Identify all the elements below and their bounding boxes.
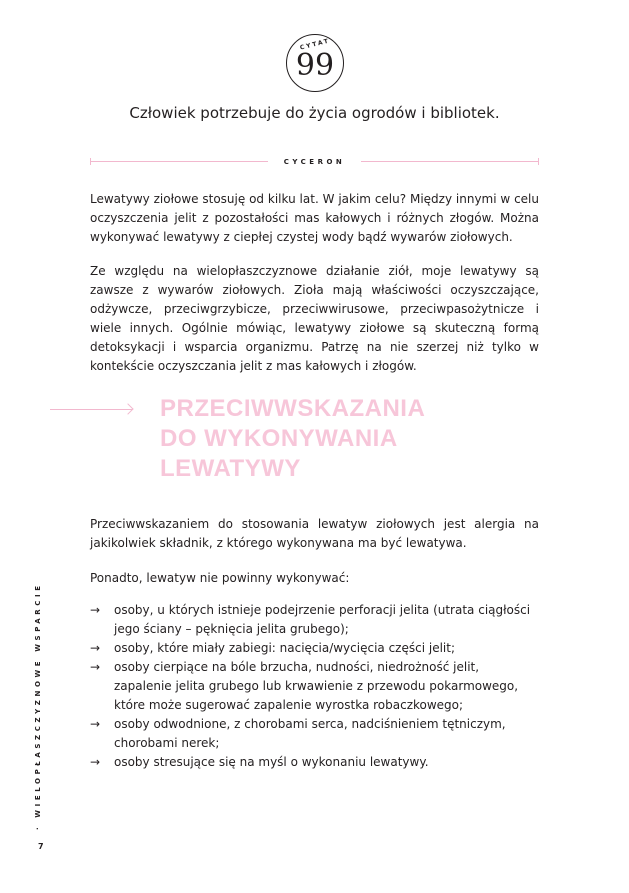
list-item [90, 658, 539, 715]
rule-line-right [361, 161, 539, 162]
rule-tick-right [538, 158, 539, 165]
arrow-bullet-icon: → [90, 717, 101, 731]
section-heading-line: LEWATYWY [160, 455, 301, 482]
heading-arrow-line [50, 409, 132, 410]
list-item-text: osoby stresujące się na myśl o wykonaniu lewatywy. [114, 755, 429, 769]
arrow-bullet-icon: → [90, 641, 101, 655]
quote-author: CYCERON [283, 158, 346, 166]
list-item-text: osoby, u których istnieje podejrzenie perforacji jelita (utrata ciągłości jego ściany – pęknięcia jelita grubego); [114, 603, 531, 636]
contraindication-list [90, 601, 539, 772]
quote-badge-label: CYTAT [299, 37, 331, 52]
paragraph-list-intro: Ponadto, lewatyw nie powinny wykonywać: [90, 571, 350, 585]
page-number: 7 [38, 842, 44, 851]
list-item [90, 639, 539, 658]
arrow-bullet-icon: → [90, 603, 101, 617]
section-heading [160, 394, 520, 484]
paragraph-contraindication: Przeciwwskazaniem do stosowania lewatyw ziołowych jest alergia na jakikolwiek składnik, z którego wykonywana ma być lewatywa. [90, 517, 539, 550]
list-item [90, 601, 539, 639]
quote-mark-icon: 99 [295, 48, 335, 83]
paragraph-herbal: Ze względu na wielopłaszczyznowe działanie ziół, moje lewatywy są zawsze z wywarów ziołowych. Zioła mają właściwości oczyszczające, odżywcze, przeciwgrzybicze, przeciwwirusowe, przeciwpasożytnicze i wiele innych. Ogólnie mówiąc, lewatywy ziołowe są skuteczną formą detoksykacji i wsparcia organizmu. Patrzę na nie szerzej niż tylko w kontekście oczyszczania jelit z mas kałowych i złogów. [90, 264, 539, 373]
section-heading-line: PRZECIWWSKAZANIA [160, 395, 426, 422]
list-item [90, 753, 539, 772]
sidebar-book-title: · WIELOPŁASZCZYZNOWE WSPARCIE [34, 582, 42, 830]
arrow-right-icon [122, 403, 133, 414]
arrow-bullet-icon: → [90, 660, 101, 674]
list-item-text: osoby, które miały zabiegi: nacięcia/wycięcia części jelit; [114, 641, 455, 655]
quote-text: Człowiek potrzebuje do życia ogrodów i bibliotek. [129, 104, 500, 122]
section-heading-line: DO WYKONYWANIA [160, 425, 398, 452]
arrow-bullet-icon: → [90, 755, 101, 769]
list-item-text: osoby cierpiące na bóle brzucha, nudności, niedrożność jelit, zapalenie jelita grubego lub krwawienie z przewodu pokarmowego, które może sugerować zapalenie wyrostka robaczkowego; [114, 660, 519, 712]
list-item-text: osoby odwodnione, z chorobami serca, nadciśnieniem tętniczym, chorobami nerek; [114, 717, 506, 750]
quote-author-rule [90, 155, 539, 169]
paragraph-intro: Lewatywy ziołowe stosuję od kilku lat. W jakim celu? Między innymi w celu oczyszczenia jelit z pozostałości mas kałowych i różnych złogów. Można wykonywać lewatywy z ciepłej czystej wody bądź wywarów ziołowych. [90, 192, 539, 244]
list-item [90, 715, 539, 753]
quote-badge [286, 34, 344, 92]
